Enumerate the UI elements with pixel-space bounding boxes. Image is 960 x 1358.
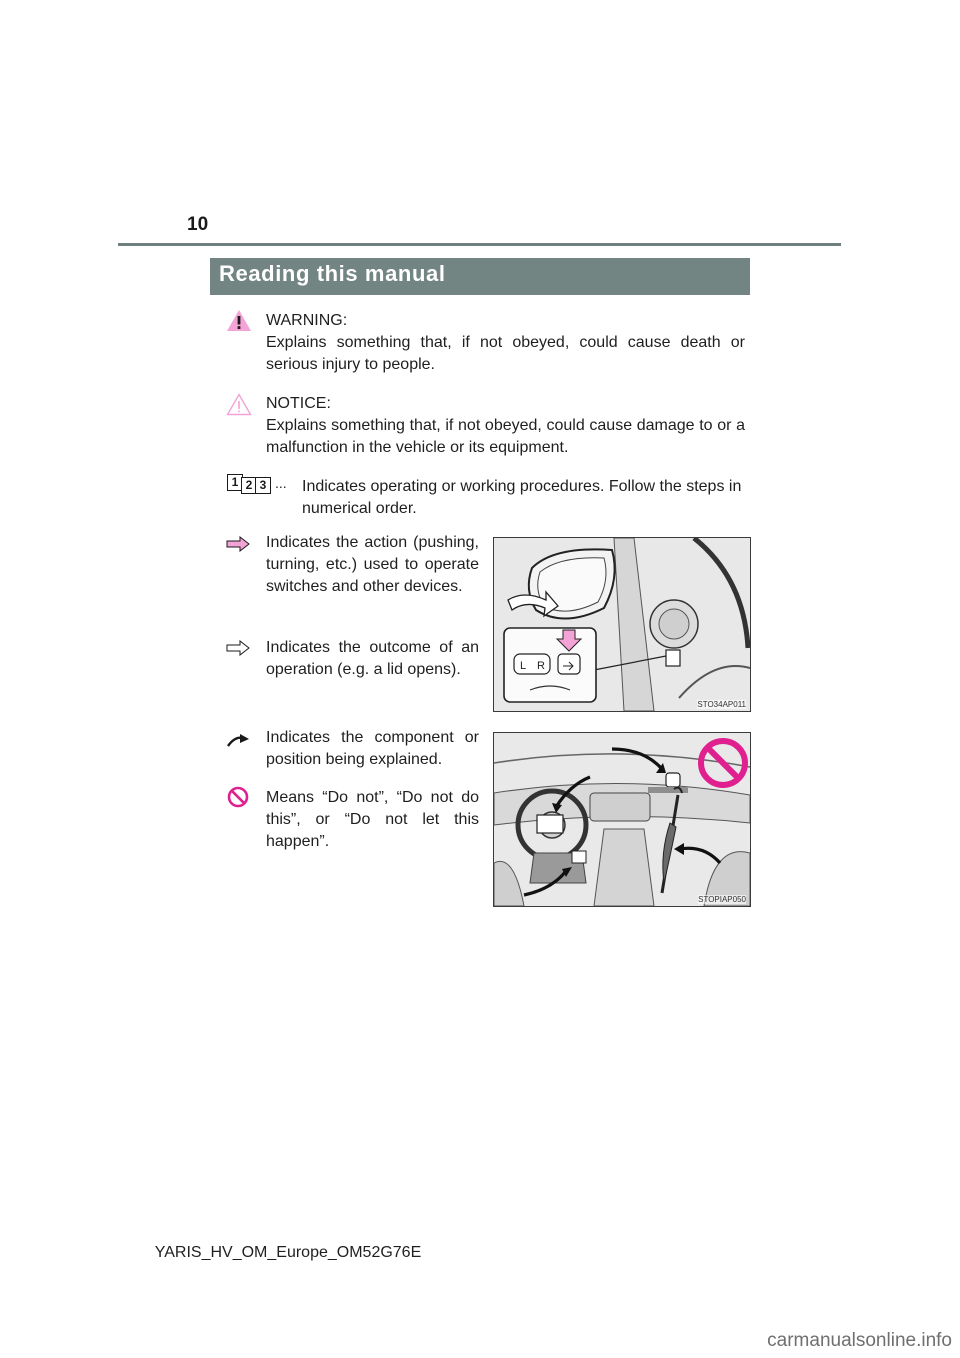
- watermark: carmanualsonline.info: [767, 1330, 952, 1351]
- step-badge-2: 2: [241, 477, 257, 494]
- prohibition-icon: [227, 786, 249, 808]
- warning-label: WARNING:: [266, 312, 348, 329]
- mirror-select-right-label: R: [537, 660, 545, 672]
- interior-prohibition-illustration: [493, 732, 751, 907]
- component-text: Indicates the component or position being explained.: [266, 729, 479, 768]
- donot-text: Means “Do not”, “Do not do this”, or “Do not let this happen”.: [266, 789, 479, 850]
- step-badge-3: 3: [255, 477, 271, 494]
- action-arrow-icon: [226, 536, 250, 552]
- notice-triangle-icon: [226, 393, 252, 416]
- action-text: Indicates the action (pushing, turning, etc.) used to operate switches and other devices.: [266, 534, 479, 595]
- footer: [0, 1244, 960, 1262]
- outcome-text: Indicates the outcome of an operation (e.g. a lid opens).: [266, 639, 479, 678]
- section-title: Reading this manual: [219, 261, 446, 286]
- component-arrow-icon: [226, 733, 250, 747]
- top-rule: [118, 243, 841, 246]
- step-badges: [227, 474, 277, 494]
- footer-doc-id: YARIS_HV_OM_Europe_OM52G76E: [154, 1244, 422, 1261]
- section-header: [210, 258, 750, 295]
- interior-drawing: [494, 733, 750, 906]
- steps-text: Indicates operating or working procedures. Follow the steps in numerical order.: [302, 478, 742, 517]
- mirror-figure-code: STO34AP011: [697, 700, 746, 709]
- warning-triangle-icon: [226, 309, 252, 332]
- warning-text: Explains something that, if not obeyed, could cause death or serious injury to people.: [266, 334, 745, 373]
- notice-text: Explains something that, if not obeyed, could cause damage to or a malfunction in the vehicle or its equipment.: [266, 417, 745, 456]
- mirror-switch-drawing: [494, 538, 750, 711]
- mirror-switch-illustration: [493, 537, 751, 712]
- notice-label: NOTICE:: [266, 395, 331, 412]
- interior-figure-code: STOPIAP050: [698, 895, 746, 904]
- page-number: 10: [187, 214, 209, 235]
- steps-dots: ...: [275, 475, 287, 491]
- outcome-arrow-icon: [226, 640, 250, 656]
- mirror-select-left-label: L: [520, 660, 527, 672]
- step-badge-1: 1: [227, 474, 243, 491]
